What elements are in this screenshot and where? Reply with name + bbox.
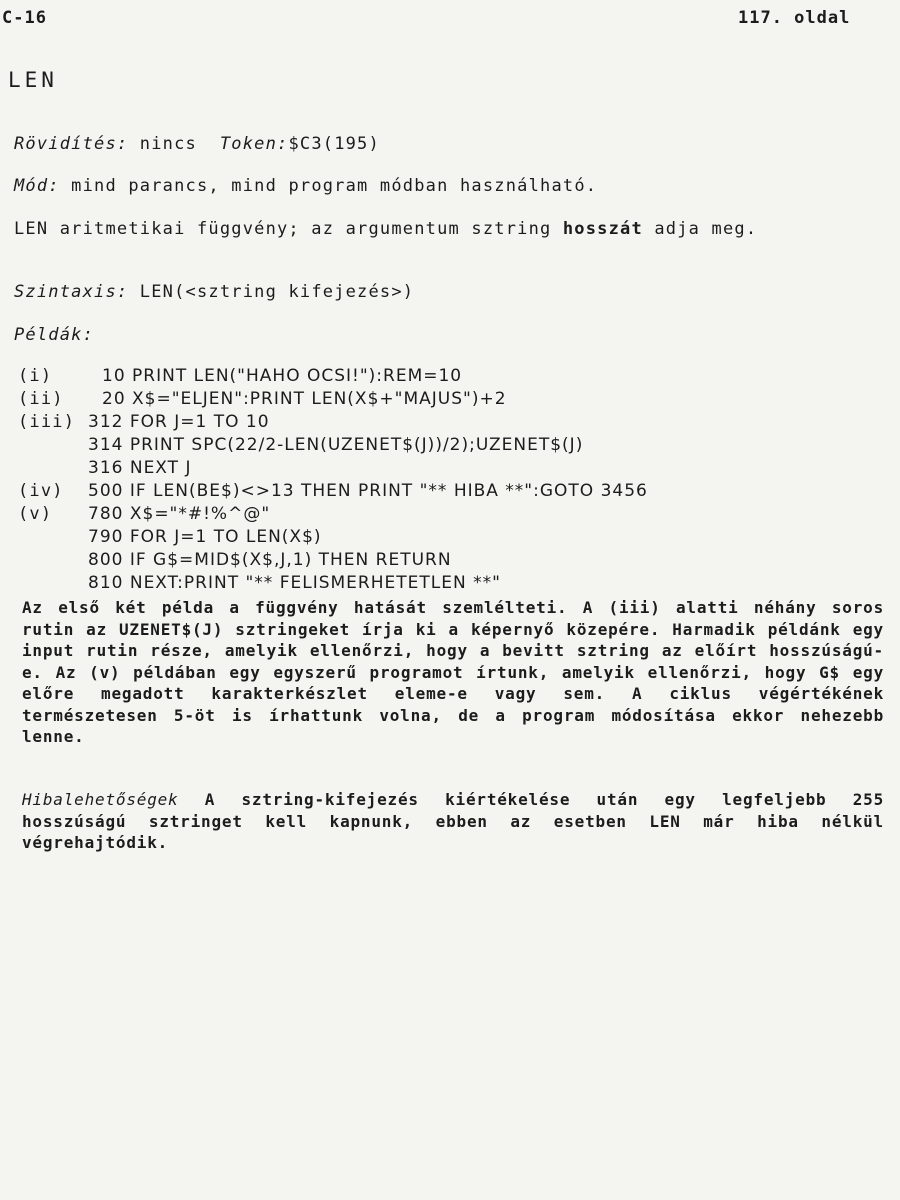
code-line: 312 FOR J=1 TO 10 — [88, 412, 270, 432]
abbreviation-value: nincs — [128, 134, 220, 154]
code-line: 500 IF LEN(BE$)<>13 THEN PRINT "** HIBA **":GOTO 3456 — [88, 481, 648, 501]
explanation-paragraph: Az első két példa a függvény hatását szemlélteti. A (iii) alatti néhány soros rutin az UZENET$(J) sztringeket írja ki a képernyő közepére. Harmadik példánk egy input rutin része, amelyik ellenőrzi, hogy a bevitt sztring az előírt hosszúságú-e. Az (v) példában egy egyszerű programot írtunk, amelyik ellenőrzi, hogy G$ egy előre megadott karakterkészlet eleme-e vagy sem. A ciklus végértékének természetesen 5-öt is írhattunk volna, de a program módosítása ekkor nehezebb lenne. — [22, 598, 884, 746]
token-value: $C3(195) — [288, 134, 380, 154]
description-paragraph — [14, 219, 878, 240]
code-line: 780 X$="*#!%^@" — [88, 504, 271, 524]
errors-paragraph — [22, 789, 884, 854]
examples-label: Példák: — [14, 325, 95, 345]
errors-text: A sztring-kifejezés kiértékelése után egy legfeljebb 255 hosszúságú sztringet kell kapnunk, ebben az esetben LEN már hiba nélkül végrehajtódik. — [22, 790, 884, 852]
mode-label: Mód: — [14, 176, 60, 196]
code-line: 316 NEXT J — [88, 458, 192, 478]
syntax-value: LEN(<sztring kifejezés>) — [128, 282, 415, 302]
code-line: 20 X$="ELJEN":PRINT LEN(X$+"MAJUS")+2 — [102, 389, 507, 409]
code-label: (v) — [18, 504, 53, 524]
header-left: C-16 — [2, 8, 47, 28]
abbreviation-label: Rövidítés: — [14, 134, 129, 154]
page-number: 117. oldal — [738, 8, 851, 28]
code-label: (i) — [18, 366, 53, 386]
code-label: (iii) — [18, 412, 76, 432]
code-line: 10 PRINT LEN("HAHO OCSI!"):REM=10 — [102, 366, 463, 386]
description-bold: hosszát — [562, 219, 643, 239]
mode-value: mind parancs, mind program módban használható. — [59, 176, 598, 196]
code-line: 810 NEXT:PRINT "** FELISMERHETETLEN **" — [88, 573, 501, 593]
code-line: 790 FOR J=1 TO LEN(X$) — [88, 527, 322, 547]
syntax-label: Szintaxis: — [14, 282, 129, 302]
code-label: (iv) — [18, 481, 64, 501]
description-text-end: adja meg. — [642, 219, 758, 239]
code-line: 314 PRINT SPC(22/2-LEN(UZENET$(J))/2);UZENET$(J) — [88, 435, 584, 455]
page-title: LEN — [8, 68, 58, 92]
errors-label: Hibalehetőségek — [22, 790, 179, 809]
syntax-line — [14, 282, 414, 302]
token-label: Token: — [219, 134, 289, 154]
abbreviation-line — [14, 134, 380, 154]
mode-line — [14, 176, 597, 196]
description-text: LEN aritmetikai függvény; az argumentum sztring — [14, 219, 563, 239]
code-line: 800 IF G$=MID$(X$,J,1) THEN RETURN — [88, 550, 452, 570]
code-listing — [18, 366, 888, 594]
code-label: (ii) — [18, 389, 64, 409]
